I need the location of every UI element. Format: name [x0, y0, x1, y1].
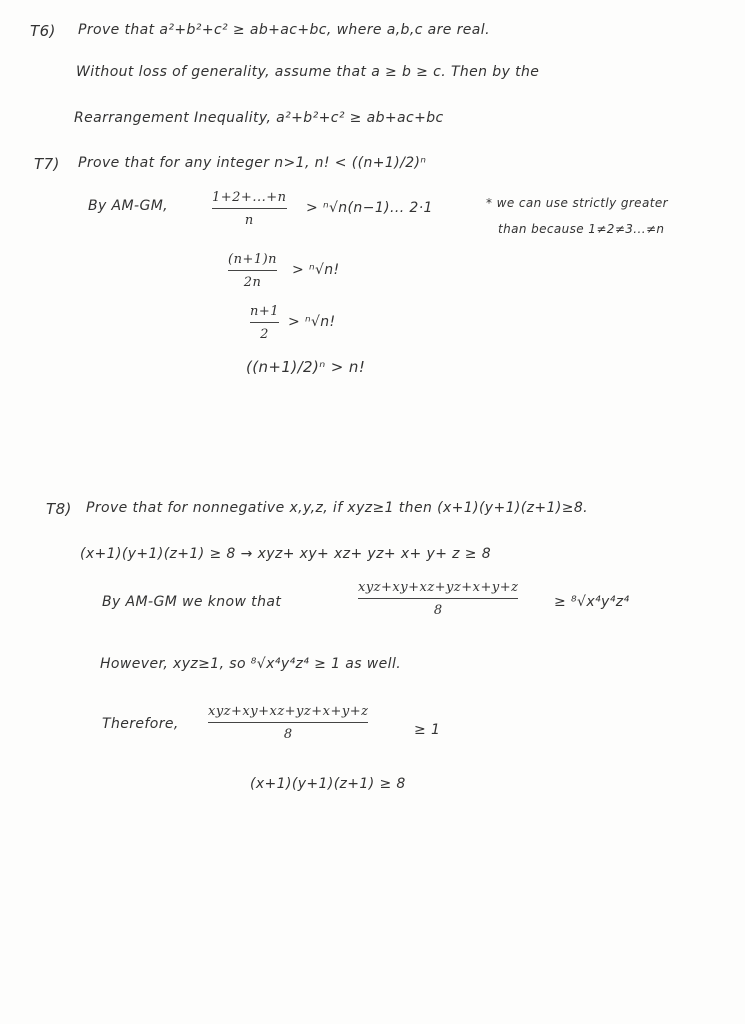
t8-therefore: Therefore,: [102, 716, 179, 732]
t8-fraction-1-numerator: xyz+xy+xz+yz+x+y+z: [358, 580, 519, 595]
t7-fraction-2-numerator: (n+1)n: [228, 252, 278, 267]
t8-rhs-1: ≥ ⁸√x⁴y⁴z⁴: [554, 594, 630, 610]
t8-fraction-1: [358, 580, 518, 618]
t7-fraction-3-bar: [250, 322, 279, 323]
t8-fraction-1-denominator: 8: [433, 603, 443, 618]
t8-however: However, xyz≥1, so ⁸√x⁴y⁴z⁴ ≥ 1 as well.: [100, 656, 402, 672]
t8-fraction-2-denominator: 8: [283, 727, 293, 742]
t6-statement: Prove that a²+b²+c² ≥ ab+ac+bc, where a,b,c are real.: [78, 22, 490, 38]
t8-fraction-2-bar: [208, 722, 368, 723]
t7-note-line-1: * we can use strictly greater: [486, 196, 668, 210]
t7-fraction-2-bar: [228, 270, 277, 271]
t7-by-am-gm: By AM-GM,: [88, 198, 169, 214]
t8-statement: Prove that for nonnegative x,y,z, if xyz≥1 then (x+1)(y+1)(z+1)≥8.: [86, 500, 588, 516]
t7-fraction-1-numerator: 1+2+...+n: [212, 190, 287, 205]
t7-fraction-1: [212, 190, 287, 228]
t6-label: T6): [30, 22, 56, 40]
t7-fraction-1-denominator: n: [244, 213, 254, 228]
t7-line-4: ((n+1)/2)ⁿ > n!: [246, 358, 366, 376]
t7-fraction-1-bar: [212, 208, 287, 209]
t6-line-2: Without loss of generality, assume that a ≥ b ≥ c. Then by the: [76, 64, 540, 80]
t7-fraction-2-denominator: 2n: [243, 275, 262, 290]
t8-conclusion: (x+1)(y+1)(z+1) ≥ 8: [250, 776, 406, 792]
t8-fraction-1-bar: [358, 598, 518, 599]
t7-fraction-2: [228, 252, 277, 290]
t8-rhs-2: ≥ 1: [414, 722, 441, 738]
t7-rhs-2: > ⁿ√n!: [292, 262, 340, 278]
t7-fraction-3-numerator: n+1: [250, 304, 280, 319]
t7-note-line-2: than because 1≠2≠3...≠n: [498, 222, 665, 236]
t7-statement: Prove that for any integer n>1, n! < ((n+1)/2)ⁿ: [78, 155, 427, 171]
t8-label: T8): [46, 500, 72, 518]
t7-label: T7): [34, 155, 60, 173]
t8-fraction-2-numerator: xyz+xy+xz+yz+x+y+z: [208, 704, 369, 719]
t8-expansion: (x+1)(y+1)(z+1) ≥ 8 → xyz+ xy+ xz+ yz+ x+ y+ z ≥ 8: [80, 546, 492, 562]
t7-fraction-3: [250, 304, 279, 342]
t7-fraction-3-denominator: 2: [260, 327, 269, 342]
t8-fraction-2: [208, 704, 368, 742]
t6-line-3: Rearrangement Inequality, a²+b²+c² ≥ ab+ac+bc: [74, 110, 444, 126]
t8-by-am-gm: By AM-GM we know that: [102, 594, 282, 610]
t7-rhs-3: > ⁿ√n!: [288, 314, 336, 330]
t7-rhs-1: > ⁿ√n(n−1)... 2·1: [306, 200, 433, 216]
